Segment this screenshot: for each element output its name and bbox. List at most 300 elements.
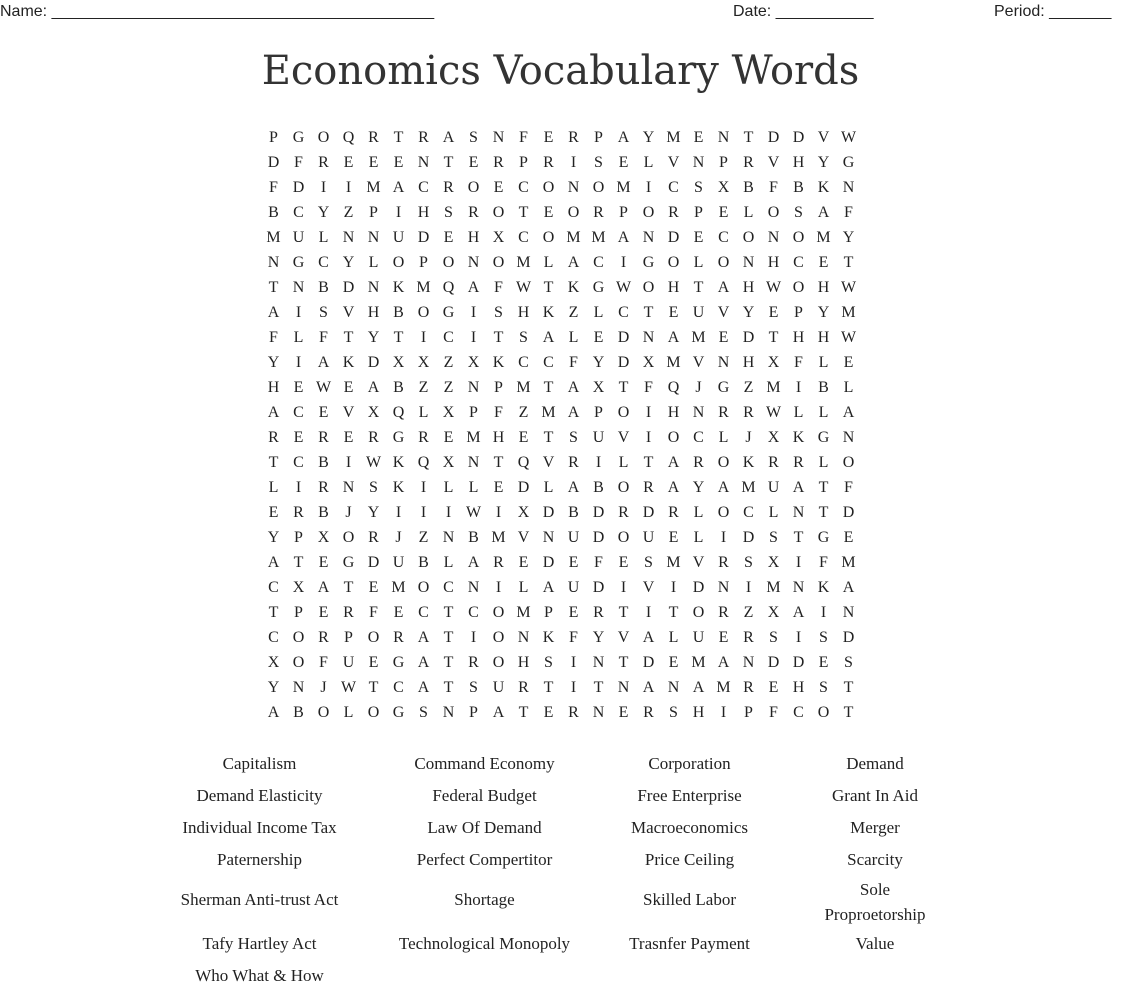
grid-letter: L (743, 204, 754, 221)
grid-letter: U (567, 529, 580, 546)
grid-letter: I (420, 479, 427, 496)
grid-letter: T (518, 204, 529, 221)
grid-letter: R (293, 504, 304, 521)
grid-letter: X (767, 604, 780, 621)
grid-letter: P (694, 204, 703, 221)
grid-letter: Y (342, 254, 355, 271)
grid-letter: P (794, 304, 803, 321)
grid-letter: N (267, 254, 280, 271)
grid-letter: X (442, 404, 455, 421)
grid-letter: E (618, 704, 629, 721)
grid-letter: N (642, 329, 655, 346)
grid-letter: W (840, 129, 857, 146)
grid-letter: W (340, 679, 357, 696)
grid-letter: I (820, 604, 827, 621)
period-field-label: Period: _______ (994, 3, 1112, 20)
grid-letter: W (615, 279, 632, 296)
grid-letter: I (470, 329, 477, 346)
grid-letter: T (843, 679, 854, 696)
grid-letter: W (315, 379, 332, 396)
word-bank-item: Grant In Aid (832, 786, 918, 805)
grid-letter: O (367, 629, 380, 646)
grid-letter: T (693, 279, 704, 296)
grid-letter: F (769, 179, 778, 196)
grid-letter: I (495, 504, 502, 521)
grid-letter: E (718, 629, 729, 646)
grid-letter: D (617, 354, 630, 371)
grid-letter: R (443, 179, 454, 196)
grid-letter: F (294, 154, 303, 171)
grid-letter: B (818, 379, 829, 396)
grid-letter: R (643, 479, 654, 496)
grid-letter: A (567, 479, 580, 496)
grid-letter: J (745, 429, 752, 446)
grid-letter: B (393, 379, 404, 396)
grid-letter: F (644, 379, 653, 396)
grid-letter: M (716, 679, 731, 696)
grid-letter: O (567, 204, 580, 221)
grid-letter: F (569, 354, 578, 371)
grid-letter: J (345, 504, 352, 521)
grid-letter: A (267, 554, 280, 571)
grid-letter: Y (742, 304, 755, 321)
grid-letter: T (343, 579, 354, 596)
grid-letter: N (717, 354, 730, 371)
grid-letter: A (467, 554, 480, 571)
grid-letter: D (742, 329, 755, 346)
grid-letter: T (268, 279, 279, 296)
word-bank-item: Trasnfer Payment (629, 934, 750, 953)
grid-letter: O (792, 229, 805, 246)
grid-letter: M (666, 354, 681, 371)
word-bank-item: Tafy Hartley Act (202, 934, 317, 953)
grid-letter: N (517, 629, 530, 646)
word-bank-item: Federal Budget (432, 786, 537, 805)
grid-letter: X (417, 354, 430, 371)
grid-letter: I (795, 629, 802, 646)
grid-letter: J (395, 529, 402, 546)
grid-letter: Z (518, 404, 529, 421)
grid-letter: A (267, 404, 280, 421)
grid-letter: P (294, 604, 303, 621)
grid-letter: I (295, 304, 302, 321)
word-bank-item: Technological Monopoly (398, 934, 571, 953)
grid-letter: P (544, 604, 553, 621)
grid-letter: G (817, 429, 830, 446)
grid-letter: N (742, 654, 755, 671)
grid-letter: G (442, 304, 455, 321)
grid-letter: A (667, 329, 680, 346)
grid-letter: M (516, 254, 531, 271)
grid-letter: S (669, 704, 678, 721)
grid-letter: B (468, 529, 479, 546)
grid-letter: D (367, 354, 380, 371)
grid-letter: I (295, 479, 302, 496)
grid-letter: D (842, 504, 855, 521)
grid-letter: R (343, 604, 354, 621)
grid-letter: C (793, 254, 804, 271)
grid-letter: E (293, 379, 304, 396)
grid-letter: H (817, 279, 830, 296)
grid-letter: Z (418, 379, 429, 396)
grid-letter: C (318, 254, 329, 271)
grid-letter: A (642, 679, 655, 696)
grid-letter: I (645, 429, 652, 446)
grid-letter: B (743, 179, 754, 196)
grid-letter: O (617, 404, 630, 421)
grid-letter: S (469, 129, 478, 146)
grid-letter: M (566, 229, 581, 246)
grid-letter: V (692, 354, 705, 371)
grid-letter: T (443, 154, 454, 171)
grid-letter: B (318, 454, 329, 471)
grid-letter: O (542, 229, 555, 246)
grid-letter: E (393, 604, 404, 621)
grid-letter: D (592, 529, 605, 546)
grid-letter: C (418, 179, 429, 196)
grid-letter: P (719, 154, 728, 171)
grid-letter: T (818, 479, 829, 496)
grid-letter: Y (367, 504, 380, 521)
grid-letter: O (417, 579, 430, 596)
grid-letter: W (515, 279, 532, 296)
grid-letter: G (392, 654, 405, 671)
grid-letter: K (392, 454, 405, 471)
grid-letter: L (518, 579, 529, 596)
grid-letter: E (618, 554, 629, 571)
grid-letter: N (567, 179, 580, 196)
grid-letter: A (567, 379, 580, 396)
grid-letter: T (643, 454, 654, 471)
grid-letter: N (417, 154, 430, 171)
grid-letter: U (567, 579, 580, 596)
grid-letter: P (369, 204, 378, 221)
grid-letter: A (542, 579, 555, 596)
grid-letter: L (793, 404, 804, 421)
grid-letter: O (292, 629, 305, 646)
grid-letter: R (418, 429, 429, 446)
grid-letter: N (842, 429, 855, 446)
grid-letter: C (293, 454, 304, 471)
grid-letter: V (617, 629, 630, 646)
grid-letter: H (467, 229, 480, 246)
grid-letter: Z (443, 354, 454, 371)
grid-letter: Y (842, 229, 855, 246)
grid-letter: A (667, 454, 680, 471)
grid-letter: D (767, 654, 780, 671)
word-bank-item: Macroeconomics (630, 818, 749, 837)
grid-letter: X (492, 229, 505, 246)
grid-letter: C (443, 329, 454, 346)
word-bank-item: Shortage (454, 890, 515, 909)
grid-letter: O (817, 704, 830, 721)
grid-letter: O (667, 254, 680, 271)
grid-letter: I (420, 329, 427, 346)
grid-letter: B (318, 279, 329, 296)
grid-letter: P (494, 379, 503, 396)
grid-letter: R (718, 404, 729, 421)
grid-letter: T (593, 679, 604, 696)
grid-letter: S (494, 304, 503, 321)
grid-letter: Y (267, 354, 280, 371)
grid-letter: F (319, 654, 328, 671)
grid-letter: M (841, 304, 856, 321)
grid-letter: L (443, 554, 454, 571)
grid-letter: M (841, 554, 856, 571)
grid-letter: Z (568, 304, 579, 321)
grid-letter: K (567, 279, 580, 296)
grid-letter: U (592, 429, 605, 446)
grid-letter: L (368, 254, 379, 271)
grid-letter: N (542, 529, 555, 546)
grid-letter: F (494, 404, 503, 421)
grid-letter: B (418, 554, 429, 571)
grid-letter: I (795, 554, 802, 571)
grid-letter: F (369, 604, 378, 621)
grid-letter: K (817, 179, 830, 196)
grid-letter: A (267, 304, 280, 321)
word-bank-item: Free Enterprise (637, 786, 742, 805)
grid-letter: R (493, 554, 504, 571)
grid-letter: A (442, 129, 455, 146)
grid-letter: E (818, 254, 829, 271)
grid-letter: E (718, 329, 729, 346)
grid-letter: E (593, 329, 604, 346)
grid-letter: O (392, 254, 405, 271)
grid-letter: E (318, 404, 329, 421)
grid-letter: R (518, 679, 529, 696)
grid-letter: H (817, 329, 830, 346)
grid-letter: K (817, 579, 830, 596)
grid-letter: E (443, 229, 454, 246)
grid-letter: O (342, 529, 355, 546)
grid-letter: F (269, 179, 278, 196)
grid-letter: D (792, 129, 805, 146)
grid-letter: S (844, 654, 853, 671)
grid-letter: E (618, 154, 629, 171)
grid-letter: O (692, 604, 705, 621)
grid-letter: N (342, 479, 355, 496)
grid-letter: C (393, 679, 404, 696)
grid-letter: I (420, 504, 427, 521)
grid-letter: H (492, 429, 505, 446)
grid-letter: O (842, 454, 855, 471)
grid-letter: E (768, 304, 779, 321)
grid-letter: G (292, 254, 305, 271)
grid-letter: L (818, 404, 829, 421)
grid-letter: T (643, 304, 654, 321)
grid-letter: L (843, 379, 854, 396)
grid-letter: R (768, 454, 779, 471)
grid-letter: R (418, 129, 429, 146)
grid-letter: C (593, 254, 604, 271)
grid-letter: T (518, 704, 529, 721)
grid-letter: A (792, 479, 805, 496)
grid-letter: S (744, 554, 753, 571)
grid-letter: G (642, 254, 655, 271)
grid-letter: K (342, 354, 355, 371)
grid-letter: A (842, 404, 855, 421)
grid-letter: A (717, 479, 730, 496)
grid-letter: O (492, 629, 505, 646)
word-bank-item: Paternership (217, 850, 302, 869)
grid-letter: O (642, 279, 655, 296)
grid-letter: X (317, 529, 330, 546)
grid-letter: T (443, 604, 454, 621)
grid-letter: S (769, 529, 778, 546)
grid-letter: V (717, 304, 730, 321)
grid-letter: H (417, 204, 430, 221)
grid-letter: I (620, 254, 627, 271)
grid-letter: A (692, 679, 705, 696)
grid-letter: N (692, 154, 705, 171)
grid-letter: R (543, 154, 554, 171)
grid-letter: B (268, 204, 279, 221)
grid-letter: X (267, 654, 280, 671)
grid-letter: F (794, 354, 803, 371)
grid-letter: M (366, 179, 381, 196)
grid-letter: A (667, 479, 680, 496)
grid-letter: N (767, 229, 780, 246)
grid-letter: N (467, 454, 480, 471)
grid-letter: R (318, 429, 329, 446)
grid-letter: R (718, 604, 729, 621)
grid-letter: M (766, 379, 781, 396)
grid-letter: D (642, 654, 655, 671)
grid-letter: D (842, 629, 855, 646)
grid-letter: L (768, 504, 779, 521)
grid-letter: H (767, 254, 780, 271)
grid-letter: N (717, 579, 730, 596)
grid-letter: N (842, 604, 855, 621)
grid-letter: H (792, 329, 805, 346)
grid-letter: D (542, 504, 555, 521)
grid-letter: T (793, 529, 804, 546)
grid-letter: M (466, 429, 481, 446)
grid-letter: D (342, 279, 355, 296)
grid-letter: M (691, 329, 706, 346)
grid-letter: R (318, 154, 329, 171)
grid-letter: C (443, 579, 454, 596)
grid-letter: I (745, 579, 752, 596)
grid-letter: F (819, 554, 828, 571)
grid-letter: R (468, 204, 479, 221)
grid-letter: T (393, 129, 404, 146)
grid-letter: Q (342, 129, 355, 146)
word-bank-item: Price Ceiling (644, 850, 735, 869)
word-bank-item: Individual Income Tax (182, 818, 337, 837)
grid-letter: K (392, 279, 405, 296)
word-bank-item: Demand (846, 754, 904, 773)
grid-letter: E (368, 154, 379, 171)
grid-letter: Y (692, 479, 705, 496)
grid-letter: S (644, 554, 653, 571)
grid-letter: L (618, 454, 629, 471)
grid-letter: Y (817, 304, 830, 321)
grid-letter: L (818, 354, 829, 371)
grid-letter: B (593, 479, 604, 496)
grid-letter: P (594, 404, 603, 421)
grid-letter: S (419, 704, 428, 721)
grid-letter: I (445, 504, 452, 521)
grid-letter: C (518, 354, 529, 371)
grid-letter: C (468, 604, 479, 621)
grid-letter: I (720, 529, 727, 546)
grid-letter: N (842, 179, 855, 196)
grid-letter: G (717, 379, 730, 396)
grid-letter: H (517, 654, 530, 671)
grid-letter: A (842, 579, 855, 596)
grid-letter: R (668, 504, 679, 521)
grid-letter: L (568, 329, 579, 346)
grid-letter: P (469, 404, 478, 421)
word-bank-item: Who What & How (195, 966, 324, 985)
grid-letter: L (693, 254, 704, 271)
grid-letter: I (645, 179, 652, 196)
grid-letter: Y (267, 679, 280, 696)
word-bank-item: Sherman Anti-trust Act (180, 890, 339, 909)
grid-letter: X (367, 404, 380, 421)
grid-letter: W (365, 454, 382, 471)
grid-letter: R (368, 129, 379, 146)
grid-letter: X (517, 504, 530, 521)
grid-letter: V (692, 554, 705, 571)
grid-letter: H (517, 304, 530, 321)
grid-letter: E (543, 129, 554, 146)
grid-letter: Z (743, 604, 754, 621)
grid-letter: C (293, 404, 304, 421)
grid-letter: W (765, 404, 782, 421)
grid-letter: O (467, 179, 480, 196)
grid-letter: T (843, 704, 854, 721)
grid-letter: L (643, 154, 654, 171)
grid-letter: T (493, 454, 504, 471)
word-bank (157, 749, 978, 993)
grid-letter: H (667, 279, 680, 296)
grid-letter: U (392, 229, 405, 246)
grid-letter: U (642, 529, 655, 546)
grid-letter: M (541, 404, 556, 421)
grid-letter: V (667, 154, 680, 171)
grid-letter: A (617, 129, 630, 146)
grid-letter: E (343, 429, 354, 446)
word-search-grid (261, 125, 861, 725)
grid-letter: U (692, 629, 705, 646)
grid-letter: E (368, 579, 379, 596)
grid-letter: K (742, 454, 755, 471)
grid-letter: O (667, 429, 680, 446)
grid-letter: N (292, 679, 305, 696)
grid-letter: D (767, 129, 780, 146)
grid-letter: D (692, 579, 705, 596)
grid-letter: W (840, 329, 857, 346)
grid-letter: I (595, 454, 602, 471)
grid-letter: S (319, 304, 328, 321)
grid-letter: T (443, 629, 454, 646)
grid-letter: D (742, 529, 755, 546)
grid-letter: I (320, 179, 327, 196)
grid-letter: O (592, 179, 605, 196)
grid-letter: I (295, 354, 302, 371)
grid-letter: T (443, 654, 454, 671)
grid-letter: O (617, 479, 630, 496)
grid-letter: S (819, 679, 828, 696)
grid-letter: I (495, 579, 502, 596)
grid-letter: A (617, 229, 630, 246)
grid-letter: O (717, 254, 730, 271)
grid-letter: F (569, 629, 578, 646)
grid-letter: H (742, 279, 755, 296)
